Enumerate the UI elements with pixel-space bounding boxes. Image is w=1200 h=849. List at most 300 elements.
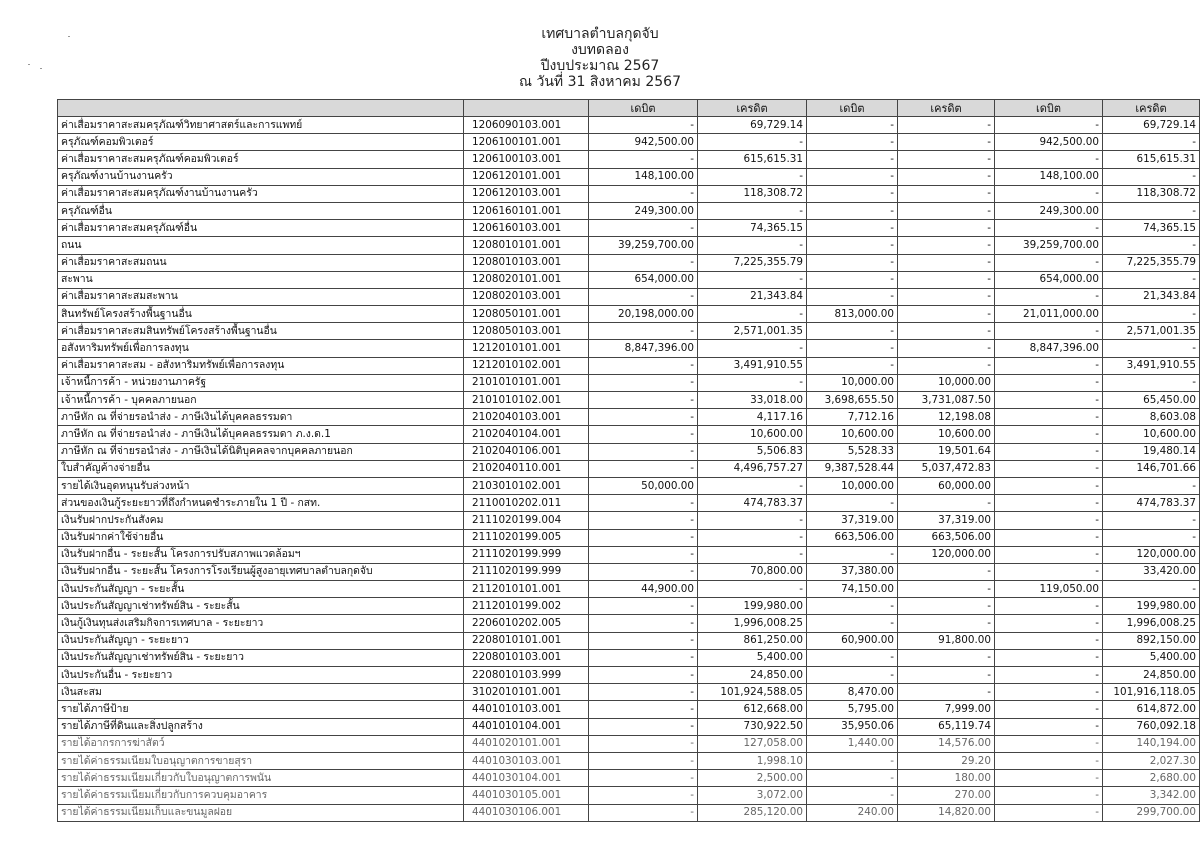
account-name: เจ้าหนี้การค้า - บุคคลภายนอก — [58, 392, 464, 409]
debit-1: 44,900.00 — [589, 581, 698, 598]
table-row — [58, 460, 1200, 477]
credit-1: 1,998.10 — [698, 752, 807, 769]
credit-3: 614,872.00 — [1103, 701, 1200, 718]
debit-1: 249,300.00 — [589, 202, 698, 219]
debit-1: - — [589, 392, 698, 409]
table-row — [58, 185, 1200, 202]
credit-1: 730,922.50 — [698, 718, 807, 735]
account-name: ส่วนของเงินกู้ระยะยาวที่ถึงกำหนดชำระภายใน 1 ปี - กสท. — [58, 495, 464, 512]
debit-1: - — [589, 529, 698, 546]
debit-2: - — [807, 357, 898, 374]
account-code: 1208020101.001 — [464, 271, 589, 288]
credit-2: 180.00 — [898, 770, 995, 787]
table-row — [58, 168, 1200, 185]
debit-3: 39,259,700.00 — [995, 237, 1103, 254]
credit-3: - — [1103, 529, 1200, 546]
account-name: สินทรัพย์โครงสร้างพื้นฐานอื่น — [58, 306, 464, 323]
account-code: 2110010202.011 — [464, 495, 589, 512]
credit-1: - — [698, 237, 807, 254]
credit-3: - — [1103, 374, 1200, 391]
credit-3: 2,027.30 — [1103, 752, 1200, 769]
table-row — [58, 512, 1200, 529]
debit-2: 60,900.00 — [807, 632, 898, 649]
table-row — [58, 581, 1200, 598]
credit-1: 69,729.14 — [698, 117, 807, 134]
credit-1: 127,058.00 — [698, 735, 807, 752]
table-row — [58, 288, 1200, 305]
account-code: 1208020103.001 — [464, 288, 589, 305]
table-row — [58, 546, 1200, 563]
table-row — [58, 443, 1200, 460]
account-code: 2111020199.005 — [464, 529, 589, 546]
debit-3: - — [995, 804, 1103, 821]
credit-1: - — [698, 340, 807, 357]
account-code: 2111020199.999 — [464, 546, 589, 563]
table-row — [58, 374, 1200, 391]
credit-3: - — [1103, 271, 1200, 288]
debit-2: 37,380.00 — [807, 563, 898, 580]
credit-2: 91,800.00 — [898, 632, 995, 649]
credit-3: 474,783.37 — [1103, 495, 1200, 512]
credit-1: 4,117.16 — [698, 409, 807, 426]
debit-2: - — [807, 546, 898, 563]
debit-1: - — [589, 546, 698, 563]
debit-1: 8,847,396.00 — [589, 340, 698, 357]
debit-1: - — [589, 735, 698, 752]
account-code: 2102040103.001 — [464, 409, 589, 426]
account-code: 2112010199.002 — [464, 598, 589, 615]
credit-2: 12,198.08 — [898, 409, 995, 426]
credit-1: 199,980.00 — [698, 598, 807, 615]
credit-2: - — [898, 495, 995, 512]
account-code: 2208010103.999 — [464, 667, 589, 684]
account-code: 2206010202.005 — [464, 615, 589, 632]
debit-2: - — [807, 615, 898, 632]
credit-3: 8,603.08 — [1103, 409, 1200, 426]
table-row — [58, 563, 1200, 580]
debit-3: - — [995, 512, 1103, 529]
account-name: เงินประกันสัญญาเช่าทรัพย์สิน - ระยะยาว — [58, 649, 464, 666]
credit-2: 14,820.00 — [898, 804, 995, 821]
credit-2: - — [898, 151, 995, 168]
account-code: 4401020101.001 — [464, 735, 589, 752]
account-code: 2111020199.004 — [464, 512, 589, 529]
account-name: ภาษีหัก ณ ที่จ่ายรอนำส่ง - ภาษีเงินได้นิติบุคคลจากบุคคลภายนอก — [58, 443, 464, 460]
table-row — [58, 357, 1200, 374]
table-row — [58, 684, 1200, 701]
credit-3: 5,400.00 — [1103, 649, 1200, 666]
debit-1: - — [589, 151, 698, 168]
credit-3: 3,342.00 — [1103, 787, 1200, 804]
debit-1: - — [589, 288, 698, 305]
debit-1: - — [589, 598, 698, 615]
debit-3: 942,500.00 — [995, 134, 1103, 151]
credit-2: 5,037,472.83 — [898, 460, 995, 477]
table-row — [58, 151, 1200, 168]
credit-1: - — [698, 477, 807, 494]
debit-1: 20,198,000.00 — [589, 306, 698, 323]
credit-3: 615,615.31 — [1103, 151, 1200, 168]
column-header-credit: เครดิต — [698, 100, 807, 117]
credit-3: - — [1103, 581, 1200, 598]
debit-2: 8,470.00 — [807, 684, 898, 701]
credit-2: 270.00 — [898, 787, 995, 804]
credit-2: - — [898, 323, 995, 340]
table-row — [58, 770, 1200, 787]
account-name: ถนน — [58, 237, 464, 254]
credit-3: - — [1103, 340, 1200, 357]
credit-2: 60,000.00 — [898, 477, 995, 494]
debit-3: - — [995, 495, 1103, 512]
account-code: 2111020199.999 — [464, 563, 589, 580]
account-code: 1206160103.001 — [464, 220, 589, 237]
credit-2: - — [898, 185, 995, 202]
debit-2: 74,150.00 — [807, 581, 898, 598]
credit-3: - — [1103, 237, 1200, 254]
credit-2: 14,576.00 — [898, 735, 995, 752]
credit-2: - — [898, 288, 995, 305]
debit-1: - — [589, 701, 698, 718]
credit-3: 24,850.00 — [1103, 667, 1200, 684]
account-name: ค่าเสื่อมราคาสะสมสินทรัพย์โครงสร้างพื้นฐานอื่น — [58, 323, 464, 340]
column-header-debit: เดบิต — [589, 100, 698, 117]
account-name: เงินรับฝากอื่น - ระยะสั้น โครงการโรงเรียนผู้สูงอายุเทศบาลตำบลกุดจับ — [58, 563, 464, 580]
debit-2: - — [807, 134, 898, 151]
debit-1: - — [589, 718, 698, 735]
credit-3: - — [1103, 477, 1200, 494]
debit-2: - — [807, 598, 898, 615]
table-row — [58, 701, 1200, 718]
credit-3: - — [1103, 202, 1200, 219]
debit-1: - — [589, 495, 698, 512]
column-header — [464, 100, 589, 117]
credit-1: 2,571,001.35 — [698, 323, 807, 340]
account-name: ค่าเสื่อมราคาสะสมสะพาน — [58, 288, 464, 305]
account-code: 1206090103.001 — [464, 117, 589, 134]
account-name: เงินรับฝากประกันสังคม — [58, 512, 464, 529]
debit-3: - — [995, 615, 1103, 632]
account-code: 2112010101.001 — [464, 581, 589, 598]
credit-1: - — [698, 546, 807, 563]
debit-2: - — [807, 770, 898, 787]
credit-3: - — [1103, 134, 1200, 151]
debit-1: - — [589, 443, 698, 460]
debit-3: - — [995, 426, 1103, 443]
debit-3: - — [995, 770, 1103, 787]
debit-3: - — [995, 374, 1103, 391]
debit-2: - — [807, 151, 898, 168]
table-row — [58, 220, 1200, 237]
credit-1: - — [698, 374, 807, 391]
debit-2: 240.00 — [807, 804, 898, 821]
debit-2: - — [807, 117, 898, 134]
debit-3: - — [995, 477, 1103, 494]
table-row — [58, 632, 1200, 649]
credit-2: - — [898, 340, 995, 357]
table-row — [58, 237, 1200, 254]
credit-2: - — [898, 615, 995, 632]
credit-3: 760,092.18 — [1103, 718, 1200, 735]
debit-3: - — [995, 718, 1103, 735]
debit-1: - — [589, 752, 698, 769]
account-name: เงินสะสม — [58, 684, 464, 701]
debit-3: 654,000.00 — [995, 271, 1103, 288]
account-code: 4401010103.001 — [464, 701, 589, 718]
credit-3: 33,420.00 — [1103, 563, 1200, 580]
credit-2: 3,731,087.50 — [898, 392, 995, 409]
credit-2: 29.20 — [898, 752, 995, 769]
table-row — [58, 495, 1200, 512]
credit-2: 10,600.00 — [898, 426, 995, 443]
table-row — [58, 667, 1200, 684]
account-name: อสังหาริมทรัพย์เพื่อการลงทุน — [58, 340, 464, 357]
credit-1: 24,850.00 — [698, 667, 807, 684]
debit-2: 7,712.16 — [807, 409, 898, 426]
debit-1: - — [589, 374, 698, 391]
credit-3: 3,491,910.55 — [1103, 357, 1200, 374]
credit-3: 118,308.72 — [1103, 185, 1200, 202]
debit-2: 10,600.00 — [807, 426, 898, 443]
credit-2: 10,000.00 — [898, 374, 995, 391]
credit-2: - — [898, 581, 995, 598]
debit-3: - — [995, 443, 1103, 460]
debit-3: - — [995, 649, 1103, 666]
debit-2: - — [807, 752, 898, 769]
credit-3: 74,365.15 — [1103, 220, 1200, 237]
table-row — [58, 202, 1200, 219]
debit-1: - — [589, 220, 698, 237]
credit-1: 285,120.00 — [698, 804, 807, 821]
debit-1: - — [589, 615, 698, 632]
account-name: รายได้อากรการฆ่าสัตว์ — [58, 735, 464, 752]
table-row — [58, 718, 1200, 735]
credit-1: 615,615.31 — [698, 151, 807, 168]
account-code: 1206160101.001 — [464, 202, 589, 219]
report-date: ณ วันที่ 31 สิงหาคม 2567 — [519, 74, 681, 90]
credit-1: 10,600.00 — [698, 426, 807, 443]
account-name: เงินรับฝากอื่น - ระยะสั้น โครงการปรับสภาพแวดล้อมฯ — [58, 546, 464, 563]
debit-3: 249,300.00 — [995, 202, 1103, 219]
debit-2: 9,387,528.44 — [807, 460, 898, 477]
account-name: ค่าเสื่อมราคาสะสมครุภัณฑ์คอมพิวเตอร์ — [58, 151, 464, 168]
credit-1: 101,924,588.05 — [698, 684, 807, 701]
debit-3: - — [995, 288, 1103, 305]
debit-3: 119,050.00 — [995, 581, 1103, 598]
trial-balance-table — [57, 99, 1200, 822]
table-row — [58, 340, 1200, 357]
debit-1: - — [589, 684, 698, 701]
account-name: ครุภัณฑ์อื่น — [58, 202, 464, 219]
credit-2: - — [898, 254, 995, 271]
debit-3: - — [995, 409, 1103, 426]
column-header — [58, 100, 464, 117]
credit-3: 69,729.14 — [1103, 117, 1200, 134]
credit-1: 33,018.00 — [698, 392, 807, 409]
account-code: 1206100103.001 — [464, 151, 589, 168]
debit-2: 1,440.00 — [807, 735, 898, 752]
account-name: ค่าเสื่อมราคาสะสมครุภัณฑ์งานบ้านงานครัว — [58, 185, 464, 202]
debit-2: - — [807, 495, 898, 512]
debit-2: - — [807, 185, 898, 202]
fiscal-year: ปีงบประมาณ 2567 — [540, 58, 660, 74]
credit-1: 70,800.00 — [698, 563, 807, 580]
credit-2: - — [898, 271, 995, 288]
account-name: ค่าเสื่อมราคาสะสมครุภัณฑ์วิทยาศาสตร์และการแพทย์ — [58, 117, 464, 134]
credit-2: 65,119.74 — [898, 718, 995, 735]
debit-1: - — [589, 357, 698, 374]
debit-3: - — [995, 185, 1103, 202]
credit-1: 5,400.00 — [698, 649, 807, 666]
account-code: 1208050101.001 — [464, 306, 589, 323]
debit-3: - — [995, 667, 1103, 684]
credit-3: 21,343.84 — [1103, 288, 1200, 305]
credit-2: - — [898, 684, 995, 701]
debit-3: - — [995, 357, 1103, 374]
table-row — [58, 735, 1200, 752]
debit-1: 942,500.00 — [589, 134, 698, 151]
account-name: ครุภัณฑ์งานบ้านงานครัว — [58, 168, 464, 185]
account-code: 1206120101.001 — [464, 168, 589, 185]
account-code: 4401030105.001 — [464, 787, 589, 804]
credit-3: - — [1103, 168, 1200, 185]
debit-2: - — [807, 288, 898, 305]
table-row — [58, 477, 1200, 494]
debit-1: 39,259,700.00 — [589, 237, 698, 254]
account-name: สะพาน — [58, 271, 464, 288]
debit-2: 10,000.00 — [807, 477, 898, 494]
account-code: 2103010102.001 — [464, 477, 589, 494]
account-code: 4401030103.001 — [464, 752, 589, 769]
debit-2: - — [807, 340, 898, 357]
debit-2: - — [807, 787, 898, 804]
table-row — [58, 787, 1200, 804]
debit-2: 5,528.33 — [807, 443, 898, 460]
debit-3: - — [995, 254, 1103, 271]
credit-2: 7,999.00 — [898, 701, 995, 718]
credit-3: 146,701.66 — [1103, 460, 1200, 477]
credit-1: 3,491,910.55 — [698, 357, 807, 374]
debit-1: - — [589, 409, 698, 426]
credit-2: - — [898, 202, 995, 219]
debit-3: - — [995, 392, 1103, 409]
debit-3: - — [995, 701, 1103, 718]
organization-name: เทศบาลตำบลกุดจับ — [541, 26, 659, 42]
credit-3: 7,225,355.79 — [1103, 254, 1200, 271]
account-name: เงินรับฝากค่าใช้จ่ายอื่น — [58, 529, 464, 546]
table-row — [58, 409, 1200, 426]
debit-1: - — [589, 254, 698, 271]
account-name: เงินประกันสัญญาเช่าทรัพย์สิน - ระยะสั้น — [58, 598, 464, 615]
debit-2: 37,319.00 — [807, 512, 898, 529]
credit-2: - — [898, 649, 995, 666]
debit-3: - — [995, 787, 1103, 804]
report-title: งบทดลอง — [571, 42, 629, 58]
debit-1: - — [589, 563, 698, 580]
debit-2: - — [807, 323, 898, 340]
credit-3: 299,700.00 — [1103, 804, 1200, 821]
debit-1: - — [589, 512, 698, 529]
credit-2: - — [898, 598, 995, 615]
table-row — [58, 134, 1200, 151]
debit-3: - — [995, 684, 1103, 701]
credit-3: 120,000.00 — [1103, 546, 1200, 563]
debit-3: - — [995, 529, 1103, 546]
account-name: ค่าเสื่อมราคาสะสม - อสังหาริมทรัพย์เพื่อการลงทุน — [58, 357, 464, 374]
account-code: 1206120103.001 — [464, 185, 589, 202]
table-row — [58, 752, 1200, 769]
debit-3: 21,011,000.00 — [995, 306, 1103, 323]
column-header-debit: เดบิต — [995, 100, 1103, 117]
table-row — [58, 117, 1200, 134]
credit-1: 7,225,355.79 — [698, 254, 807, 271]
debit-2: 35,950.06 — [807, 718, 898, 735]
credit-1: 2,500.00 — [698, 770, 807, 787]
credit-2: - — [898, 563, 995, 580]
debit-3: - — [995, 117, 1103, 134]
table-row — [58, 529, 1200, 546]
account-code: 1212010101.001 — [464, 340, 589, 357]
table-row — [58, 598, 1200, 615]
credit-1: 861,250.00 — [698, 632, 807, 649]
credit-3: 199,980.00 — [1103, 598, 1200, 615]
column-header-debit: เดบิต — [807, 100, 898, 117]
debit-1: - — [589, 787, 698, 804]
credit-1: - — [698, 271, 807, 288]
credit-1: - — [698, 529, 807, 546]
debit-3: - — [995, 632, 1103, 649]
credit-1: 21,343.84 — [698, 288, 807, 305]
credit-1: 612,668.00 — [698, 701, 807, 718]
table-header-row — [58, 100, 1200, 117]
debit-1: - — [589, 323, 698, 340]
credit-2: - — [898, 667, 995, 684]
debit-2: 813,000.00 — [807, 306, 898, 323]
column-header-credit: เครดิต — [1103, 100, 1200, 117]
debit-2: - — [807, 667, 898, 684]
account-name: รายได้ภาษีป้าย — [58, 701, 464, 718]
credit-1: - — [698, 306, 807, 323]
table-row — [58, 392, 1200, 409]
credit-2: 19,501.64 — [898, 443, 995, 460]
credit-1: 1,996,008.25 — [698, 615, 807, 632]
account-code: 2208010101.001 — [464, 632, 589, 649]
account-name: รายได้ภาษีที่ดินและสิ่งปลูกสร้าง — [58, 718, 464, 735]
account-code: 2101010101.001 — [464, 374, 589, 391]
account-name: รายได้เงินอุดหนุนรับล่วงหน้า — [58, 477, 464, 494]
account-code: 1208010103.001 — [464, 254, 589, 271]
credit-1: 74,365.15 — [698, 220, 807, 237]
debit-1: - — [589, 667, 698, 684]
debit-2: - — [807, 202, 898, 219]
report-header — [0, 26, 1200, 90]
credit-1: - — [698, 168, 807, 185]
table-row — [58, 306, 1200, 323]
debit-3: - — [995, 598, 1103, 615]
table-row — [58, 426, 1200, 443]
credit-2: - — [898, 237, 995, 254]
account-name: เจ้าหนี้การค้า - หน่วยงานภาครัฐ — [58, 374, 464, 391]
account-code: 1206100101.001 — [464, 134, 589, 151]
debit-1: 148,100.00 — [589, 168, 698, 185]
table-row — [58, 254, 1200, 271]
credit-2: 120,000.00 — [898, 546, 995, 563]
account-name: รายได้ค่าธรรมเนียมเกี่ยวกับใบอนุญาตการพนัน — [58, 770, 464, 787]
credit-2: - — [898, 117, 995, 134]
table-row — [58, 649, 1200, 666]
debit-2: - — [807, 168, 898, 185]
debit-1: - — [589, 804, 698, 821]
credit-2: - — [898, 220, 995, 237]
